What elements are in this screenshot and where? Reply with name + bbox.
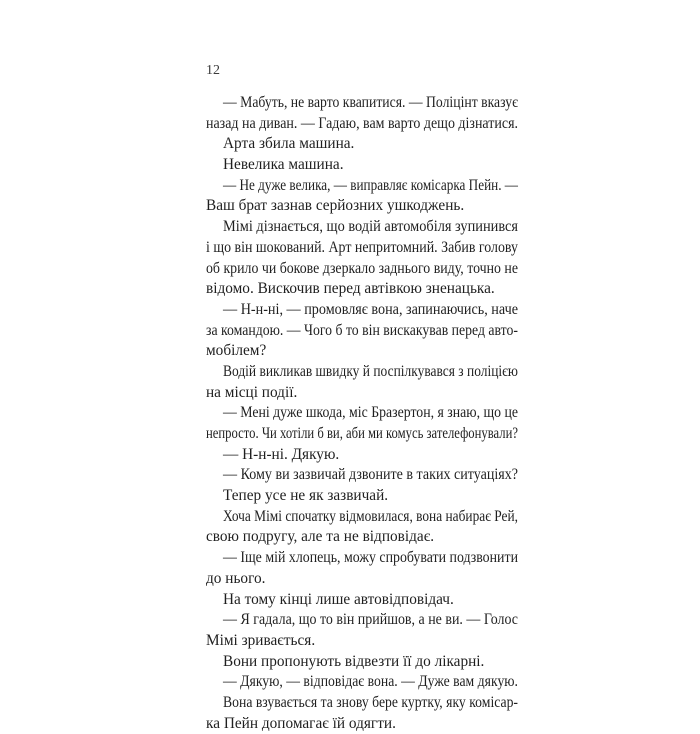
text-line: Невелика машина. — [223, 156, 344, 174]
text-line: — Н-н-ні, — промовляє вона, запинаючись, наче — [223, 300, 518, 318]
text-line: — Не дуже велика, — виправляє комісарка Пейн. — — [223, 176, 518, 194]
page-number: 12 — [206, 63, 220, 78]
text-line: — Мабуть, не варто квапитися. — Поліцінт вказує — [223, 94, 518, 111]
text-line: об крило чи бокове дзеркало заднього виду, точно не — [206, 259, 518, 277]
text-line: мобілем? — [206, 342, 267, 360]
text-line: Тепер усе не як зазвичай. — [223, 487, 389, 505]
text-line: ка Пейн допомагає їй одягти. — [206, 714, 396, 732]
text-line: Водій викликав швидку й поспілкувався з поліцією — [223, 362, 518, 380]
text-line: На тому кінці лише автовідповідач. — [223, 590, 454, 608]
text-line: Вона взувається та знову бере куртку, яку комісар- — [223, 693, 518, 711]
text-line: відомо. Вискочив перед автівкою зненацька. — [206, 280, 495, 298]
text-line: Арта збила машина. — [223, 135, 355, 153]
text-line: на місці події. — [206, 383, 298, 401]
text-line: — Дякую, — відповідає вона. — Дуже вам дякую. — [223, 673, 518, 691]
text-line: і що він шокований. Арт непритомний. Забив голову — [206, 238, 518, 256]
text-line: за командою. — Чого б то він вискакував перед авто- — [206, 321, 518, 339]
text-line: — Мені дуже шкода, міс Бразертон, я знаю, що це — [223, 404, 518, 422]
text-line: Ваш брат зазнав серйозних ушкоджень. — [206, 197, 465, 215]
text-line: Мімі дізнається, що водій автомобіля зупинився — [223, 218, 518, 236]
text-line: свою подругу, але та не відповідає. — [206, 528, 435, 546]
body-text — [206, 93, 518, 734]
text-line: Мімі зривається. — [206, 631, 316, 649]
text-line: — Н-н-ні. Дякую. — [223, 445, 340, 463]
text-line: до нього. — [206, 569, 266, 587]
text-line: — Я гадала, що то він прийшов, а не ви. — Голос — [223, 611, 518, 629]
text-line: — Іще мій хлопець, можу спробувати подзвонити — [223, 549, 518, 567]
text-line: — Кому ви зазвичай дзвоните в таких ситуаціях? — [223, 466, 518, 484]
text-line: Вони пропонують відвезти її до лікарні. — [223, 652, 485, 670]
text-line: Хоча Мімі спочатку відмовилася, вона набирає Рей, — [223, 507, 518, 525]
text-line: назад на диван. — Гадаю, вам варто дещо дізнатися. — [206, 114, 518, 132]
text-line: непросто. Чи хотіли б ви, аби ми комусь зателефонували? — [206, 425, 518, 442]
